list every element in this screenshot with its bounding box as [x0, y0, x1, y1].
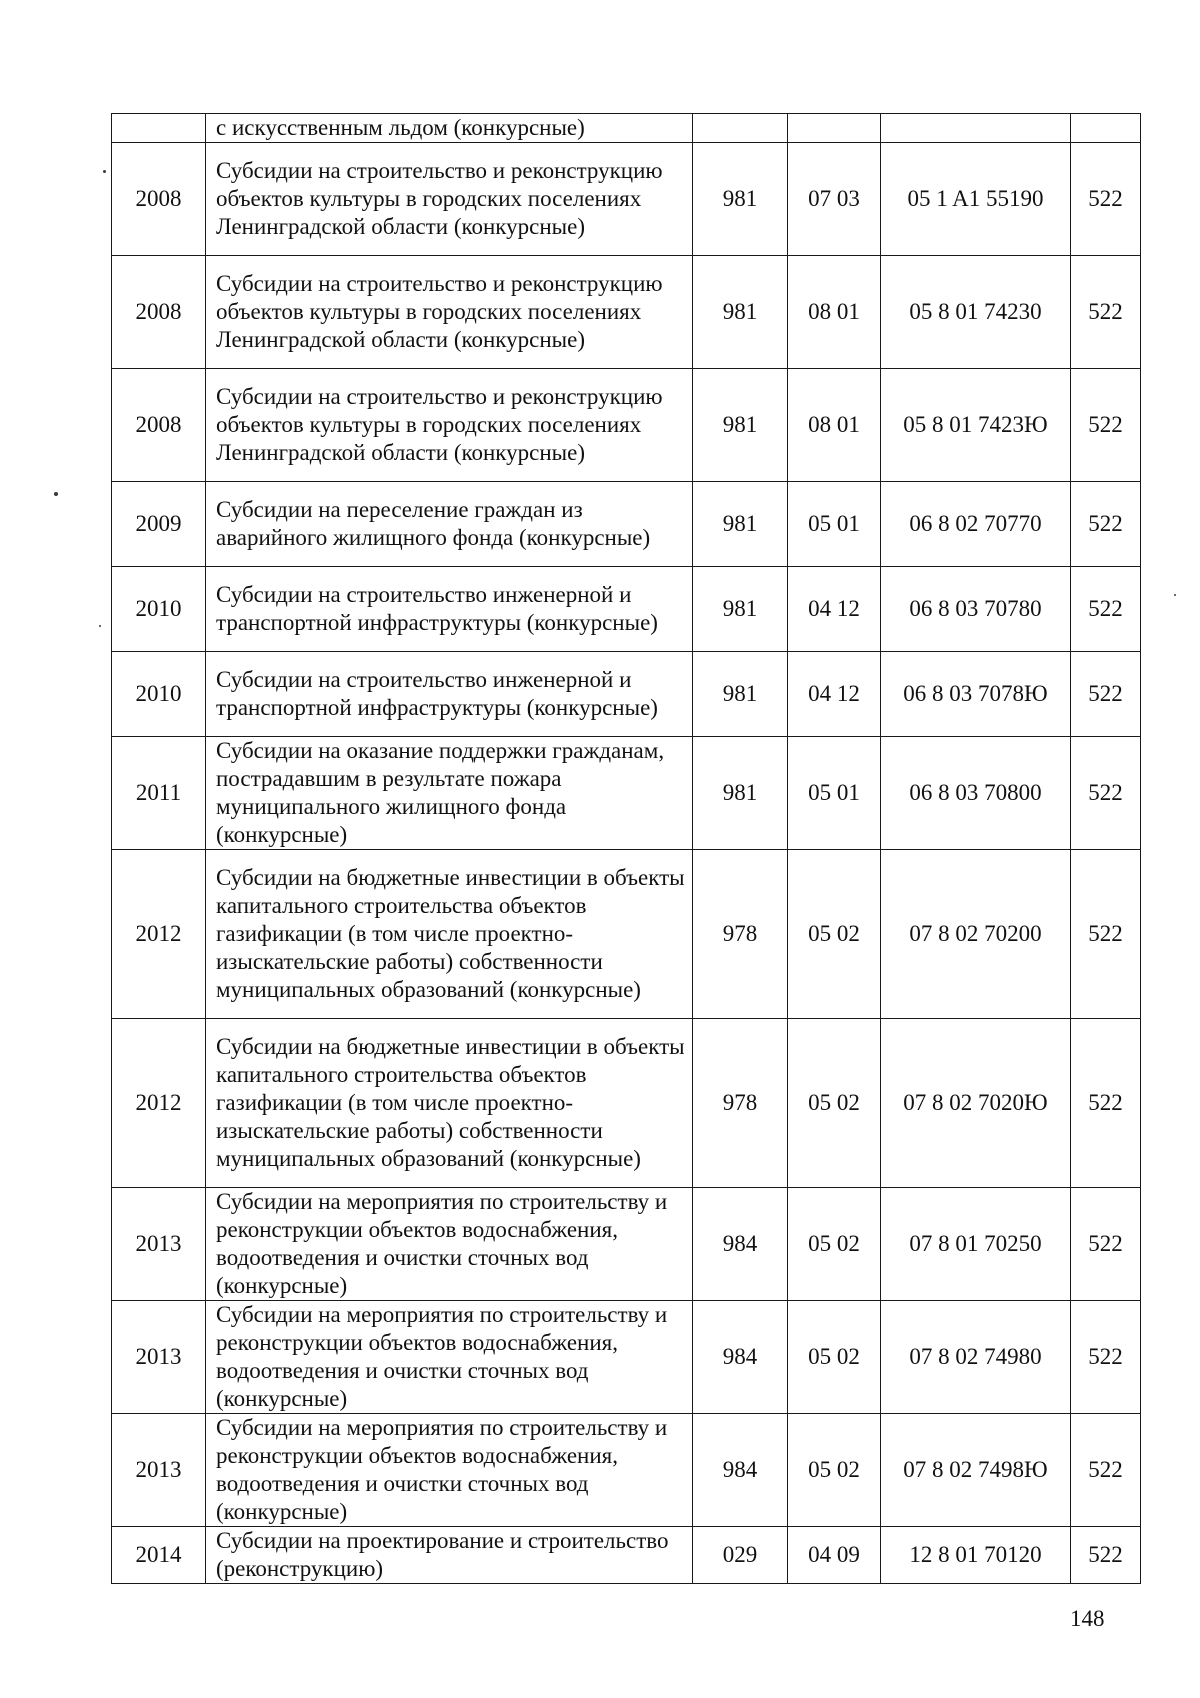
table-row — [112, 143, 1141, 256]
section-code-cell: 05 02 — [788, 1019, 881, 1188]
year-cell: 2014 — [112, 1527, 206, 1584]
expense-type-cell: 522 — [1071, 369, 1141, 482]
target-code-cell: 12 8 01 70120 — [881, 1527, 1071, 1584]
admin-code-cell: 029 — [693, 1527, 788, 1584]
expense-type-cell: 522 — [1071, 1414, 1141, 1527]
table-row — [112, 1188, 1141, 1301]
description-cell: Субсидии на строительство инженерной и транспортной инфраструктуры (конкурсные) — [206, 652, 693, 737]
section-code-cell: 05 02 — [788, 1188, 881, 1301]
table-row — [112, 114, 1141, 143]
target-code-cell: 07 8 01 70250 — [881, 1188, 1071, 1301]
target-code-cell: 07 8 02 7498Ю — [881, 1414, 1071, 1527]
expense-type-cell — [1071, 114, 1141, 143]
target-code-cell: 06 8 03 70780 — [881, 567, 1071, 652]
table-row — [112, 256, 1141, 369]
description-cell: Субсидии на мероприятия по строительству и реконструкции объектов водоснабжения, водоотведения и очистки сточных вод (конкурсные) — [206, 1301, 693, 1414]
admin-code-cell: 981 — [693, 737, 788, 850]
year-cell: 2008 — [112, 369, 206, 482]
admin-code-cell: 984 — [693, 1414, 788, 1527]
table-row — [112, 369, 1141, 482]
section-code-cell: 07 03 — [788, 143, 881, 256]
table-row — [112, 652, 1141, 737]
description-cell: Субсидии на оказание поддержки гражданам, пострадавшим в результате пожара муниципального жилищного фонда (конкурсные) — [206, 737, 693, 850]
admin-code-cell: 984 — [693, 1301, 788, 1414]
page-number: 148 — [1070, 1606, 1105, 1631]
table-row — [112, 1527, 1141, 1584]
scan-speck — [54, 492, 58, 496]
admin-code-cell: 981 — [693, 256, 788, 369]
table-row — [112, 482, 1141, 567]
expense-type-cell: 522 — [1071, 256, 1141, 369]
description-cell: Субсидии на переселение граждан из аварийного жилищного фонда (конкурсные) — [206, 482, 693, 567]
description-cell: Субсидии на мероприятия по строительству и реконструкции объектов водоснабжения, водоотведения и очистки сточных вод (конкурсные) — [206, 1414, 693, 1527]
description-cell: Субсидии на мероприятия по строительству и реконструкции объектов водоснабжения, водоотведения и очистки сточных вод (конкурсные) — [206, 1188, 693, 1301]
expense-type-cell: 522 — [1071, 850, 1141, 1019]
admin-code-cell: 981 — [693, 652, 788, 737]
subsidy-table — [111, 113, 1141, 1584]
scan-speck — [103, 170, 106, 173]
target-code-cell — [881, 114, 1071, 143]
description-cell: Субсидии на проектирование и строительство (реконструкцию) — [206, 1527, 693, 1584]
scan-speck — [99, 625, 101, 627]
section-code-cell: 08 01 — [788, 369, 881, 482]
admin-code-cell: 978 — [693, 1019, 788, 1188]
section-code-cell: 05 01 — [788, 482, 881, 567]
target-code-cell: 07 8 02 7020Ю — [881, 1019, 1071, 1188]
target-code-cell: 05 8 01 74230 — [881, 256, 1071, 369]
target-code-cell: 06 8 02 70770 — [881, 482, 1071, 567]
table-row — [112, 1301, 1141, 1414]
section-code-cell: 04 12 — [788, 567, 881, 652]
admin-code-cell: 981 — [693, 369, 788, 482]
admin-code-cell: 981 — [693, 143, 788, 256]
section-code-cell: 04 09 — [788, 1527, 881, 1584]
section-code-cell: 05 02 — [788, 1414, 881, 1527]
year-cell: 2010 — [112, 567, 206, 652]
table-row — [112, 737, 1141, 850]
expense-type-cell: 522 — [1071, 1019, 1141, 1188]
admin-code-cell: 978 — [693, 850, 788, 1019]
admin-code-cell: 984 — [693, 1188, 788, 1301]
expense-type-cell: 522 — [1071, 482, 1141, 567]
section-code-cell — [788, 114, 881, 143]
section-code-cell: 08 01 — [788, 256, 881, 369]
target-code-cell: 05 8 01 7423Ю — [881, 369, 1071, 482]
expense-type-cell: 522 — [1071, 1301, 1141, 1414]
year-cell: 2008 — [112, 143, 206, 256]
year-cell — [112, 114, 206, 143]
expense-type-cell: 522 — [1071, 737, 1141, 850]
description-cell: Субсидии на строительство и реконструкцию объектов культуры в городских поселениях Ленинградской области (конкурсные) — [206, 256, 693, 369]
target-code-cell: 07 8 02 74980 — [881, 1301, 1071, 1414]
scan-speck — [1174, 594, 1176, 596]
year-cell: 2009 — [112, 482, 206, 567]
target-code-cell: 05 1 A1 55190 — [881, 143, 1071, 256]
section-code-cell: 04 12 — [788, 652, 881, 737]
table-row — [112, 1019, 1141, 1188]
section-code-cell: 05 02 — [788, 1301, 881, 1414]
expense-type-cell: 522 — [1071, 1527, 1141, 1584]
expense-type-cell: 522 — [1071, 143, 1141, 256]
description-cell: Субсидии на строительство инженерной и транспортной инфраструктуры (конкурсные) — [206, 567, 693, 652]
target-code-cell: 06 8 03 7078Ю — [881, 652, 1071, 737]
subsidy-table-body — [112, 114, 1141, 1584]
year-cell: 2013 — [112, 1188, 206, 1301]
year-cell: 2012 — [112, 850, 206, 1019]
table-row — [112, 1414, 1141, 1527]
table-row — [112, 850, 1141, 1019]
description-cell: Субсидии на бюджетные инвестиции в объекты капитального строительства объектов газификации (в том числе проектно-изыскательские работы) собственности муниципальных образований (конкурсные) — [206, 1019, 693, 1188]
admin-code-cell: 981 — [693, 567, 788, 652]
target-code-cell: 07 8 02 70200 — [881, 850, 1071, 1019]
year-cell: 2012 — [112, 1019, 206, 1188]
section-code-cell: 05 02 — [788, 850, 881, 1019]
description-cell: Субсидии на строительство и реконструкцию объектов культуры в городских поселениях Ленинградской области (конкурсные) — [206, 143, 693, 256]
table-row — [112, 567, 1141, 652]
expense-type-cell: 522 — [1071, 1188, 1141, 1301]
description-cell: Субсидии на бюджетные инвестиции в объекты капитального строительства объектов газификации (в том числе проектно-изыскательские работы) собственности муниципальных образований (конкурсные) — [206, 850, 693, 1019]
section-code-cell: 05 01 — [788, 737, 881, 850]
target-code-cell: 06 8 03 70800 — [881, 737, 1071, 850]
expense-type-cell: 522 — [1071, 567, 1141, 652]
year-cell: 2013 — [112, 1301, 206, 1414]
description-cell: с искусственным льдом (конкурсные) — [206, 114, 693, 143]
description-cell: Субсидии на строительство и реконструкцию объектов культуры в городских поселениях Ленинградской области (конкурсные) — [206, 369, 693, 482]
year-cell: 2008 — [112, 256, 206, 369]
expense-type-cell: 522 — [1071, 652, 1141, 737]
year-cell: 2010 — [112, 652, 206, 737]
year-cell: 2011 — [112, 737, 206, 850]
year-cell: 2013 — [112, 1414, 206, 1527]
admin-code-cell — [693, 114, 788, 143]
admin-code-cell: 981 — [693, 482, 788, 567]
